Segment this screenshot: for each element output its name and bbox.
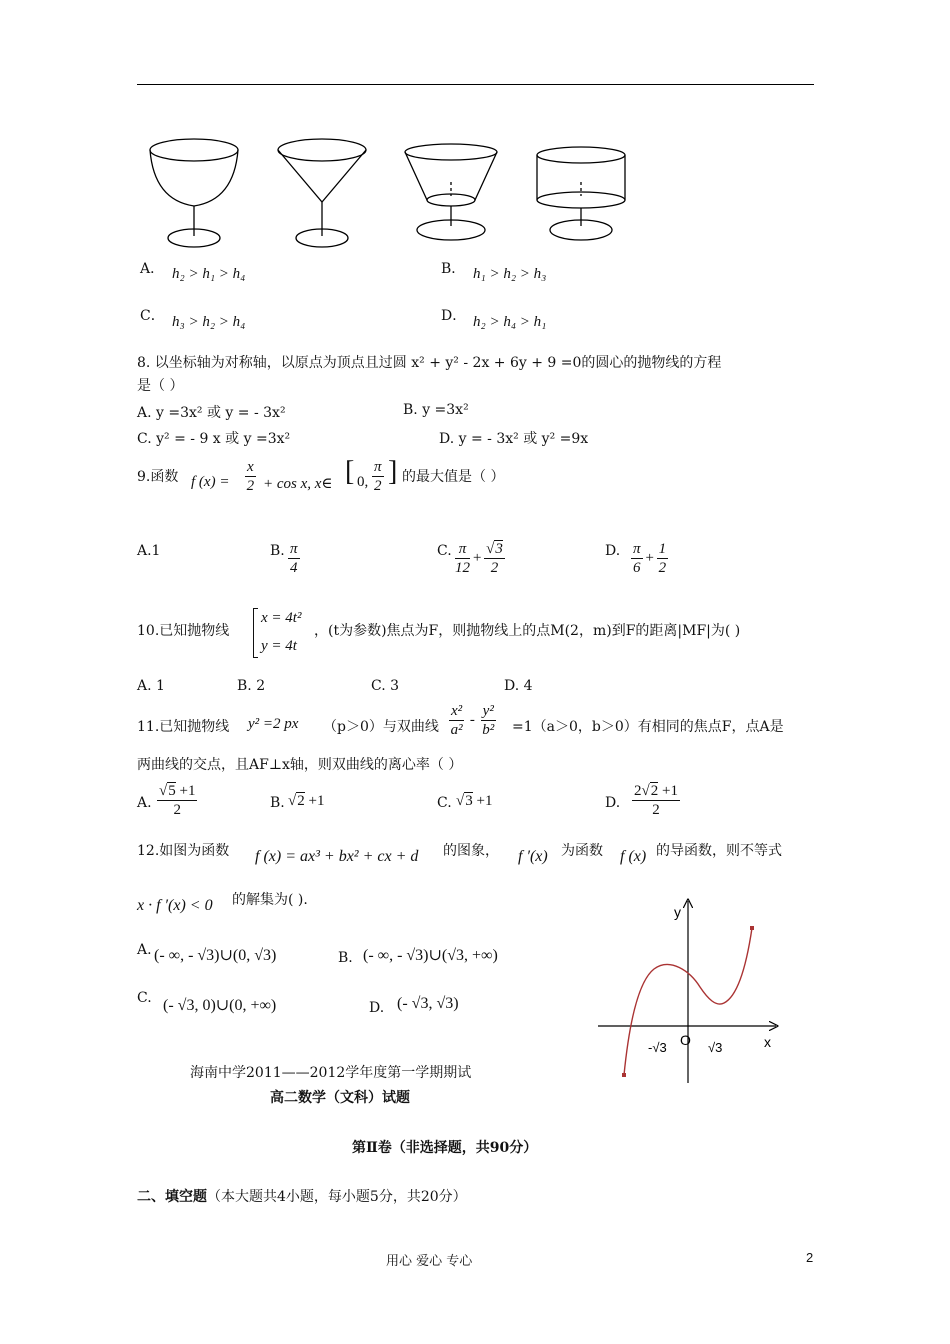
- q9-option-b-label: B.: [270, 543, 285, 559]
- goblets-figure: [140, 130, 640, 250]
- q11-option-c-label: C.: [437, 795, 452, 811]
- q7-option-d: D．: [441, 308, 467, 324]
- q12-graph: [590, 895, 790, 1090]
- q11-parabola: y² =2 px: [248, 716, 299, 732]
- q7-option-a-expr: h₂ > h₁ > h₄: [172, 266, 246, 282]
- q9-mid: + cos x, x∈: [263, 476, 333, 492]
- q11-option-a-label: A.: [137, 795, 152, 811]
- q9-bracket-right: ]: [388, 456, 398, 487]
- q8-stem: 8. 以坐标轴为对称轴，以原点为顶点且过圆 x² + y² - 2x + 6y + 9 =0的圆心的抛物线的方程: [137, 355, 722, 371]
- q12-option-b-label: B.: [338, 950, 353, 966]
- graph-ylabel: y: [674, 904, 681, 920]
- curve-endpoint-right: [750, 926, 754, 930]
- page-number: 2: [806, 1250, 814, 1265]
- q12-text1: 的图象，: [443, 843, 499, 859]
- q12-text2: 为函数: [561, 843, 603, 859]
- q11-option-b-value: √2 +1: [288, 793, 325, 809]
- q12-text4: 的解集为( ).: [232, 892, 308, 908]
- school-title: 海南中学2011——2012学年度第一学期期试: [190, 1065, 472, 1081]
- q11-option-a-value: $\frac{√5 +1}{2}$: [159, 783, 196, 818]
- q8-stem-2: 是（ ）: [137, 378, 184, 394]
- q10-sys-y: y = 4t: [261, 638, 297, 654]
- curve-endpoint-left: [622, 1073, 626, 1077]
- q9-interval-start: 0,: [357, 474, 369, 490]
- q10-option-c: C. 3: [371, 678, 400, 694]
- q12-option-c-label: C.: [137, 990, 152, 1006]
- q12-func2: f (x): [620, 848, 647, 865]
- graph-pos-root: √3: [708, 1040, 723, 1055]
- q12-prefix: 12.如图为函数: [137, 843, 230, 859]
- q7-option-b-expr: h₁ > h₂ > h₃: [473, 266, 547, 282]
- q7-option-c-expr: h₃ > h₂ > h₄: [172, 314, 246, 330]
- q10-sys-x: x = 4t²: [261, 610, 302, 626]
- subject-title: 高二数学（文科）试题: [270, 1090, 410, 1106]
- q9-frac-pi2: $\frac{\pi}{2}$: [374, 459, 382, 494]
- q12-option-d: (- √3, √3): [397, 995, 459, 1012]
- q8-option-b: B. y =3x²: [403, 402, 469, 418]
- q12-option-b: (- ∞, - √3)∪(√3, +∞): [363, 947, 498, 964]
- section-title: 第Ⅱ卷（非选择题，共90分）: [352, 1140, 538, 1156]
- q11-option-d-value: $\frac{2√2 +1}{2}$: [634, 783, 678, 818]
- header-rule: [137, 84, 814, 85]
- q9-prefix: 9.函数: [137, 469, 179, 485]
- q12-deriv: f ′(x): [518, 848, 548, 865]
- q12-inequality: x · f ′(x) < 0: [137, 897, 213, 914]
- q9-func: f (x) =: [191, 474, 230, 490]
- q9-option-b-value: $\frac{\pi}{4}$: [290, 541, 298, 576]
- q8-option-d: D. y = - 3x² 或 y² =9x: [439, 431, 589, 447]
- q9-option-c-value: $\frac{\pi}{12}$ + $\frac{√3}{2}$: [455, 541, 503, 576]
- q9-option-a: A.1: [137, 543, 161, 559]
- q11-suffix: =1（a＞0，b＞0）有相同的焦点F，点A是: [512, 719, 784, 735]
- q12-func: f (x) = ax³ + bx² + cx + d: [255, 848, 419, 865]
- q12-option-a: (- ∞, - √3)∪(0, √3): [154, 947, 277, 964]
- part2-heading: [137, 1186, 467, 1206]
- q9-frac-x2: $\frac{x}{2}$: [246, 459, 255, 494]
- graph-origin: O: [680, 1032, 691, 1048]
- q7-option-a: A．: [140, 261, 165, 277]
- q11-stem-2: 两曲线的交点，且AF⊥x轴，则双曲线的离心率（ ）: [137, 757, 463, 773]
- q7-option-b: B．: [441, 261, 466, 277]
- graph-xlabel: x: [764, 1034, 771, 1050]
- q10-option-d: D. 4: [504, 678, 533, 694]
- q9-option-d-value: $\frac{\pi}{6}$ + $\frac{1}{2}$: [633, 541, 667, 576]
- q10-suffix: ，(t为参数)焦点为F，则抛物线上的点M(2，m)到F的距离|MF|为( ): [314, 623, 741, 639]
- q11-prefix: 11.已知抛物线: [137, 719, 230, 735]
- q9-option-d-label: D.: [605, 543, 621, 559]
- graph-neg-root: -√3: [648, 1040, 667, 1055]
- q10-prefix: 10.已知抛物线: [137, 623, 230, 639]
- q10-brace: [253, 608, 258, 658]
- q8-option-a: A. y =3x² 或 y = - 3x²: [137, 405, 286, 421]
- footer-motto: 用心 爱心 专心: [386, 1254, 473, 1269]
- q11-option-b-label: B.: [270, 795, 285, 811]
- q8-option-c: C. y² = - 9 x 或 y =3x²: [137, 431, 291, 447]
- q7-option-c: C．: [140, 308, 165, 324]
- part2-title: 二、填空题: [137, 1189, 207, 1205]
- q12-text3: 的导函数，则不等式: [656, 843, 782, 859]
- q10-option-a: A. 1: [137, 678, 165, 694]
- q11-hyperbola-lhs: $\frac{\text{x²}}{\text{a²}}$ - $\frac{\text{y²}}{\text{b²}}$: [450, 703, 495, 738]
- q12-option-a-label: A.: [137, 942, 152, 958]
- q12-option-c: (- √3, 0)∪(0, +∞): [163, 997, 277, 1014]
- q9-suffix: 的最大值是（ ）: [402, 469, 505, 485]
- q7-option-d-expr: h₂ > h₄ > h₁: [473, 314, 547, 330]
- q9-option-c-label: C.: [437, 543, 452, 559]
- q11-option-c-value: √3 +1: [456, 793, 493, 809]
- q10-option-b: B. 2: [237, 678, 266, 694]
- q11-mid: （p＞0）与双曲线: [323, 719, 439, 735]
- q12-option-d-label: D.: [369, 1000, 385, 1016]
- part2-note: （本大题共4小题，每小题5分，共20分）: [207, 1189, 467, 1205]
- q9-bracket-left: [: [345, 456, 355, 487]
- q11-option-d-label: D.: [605, 795, 621, 811]
